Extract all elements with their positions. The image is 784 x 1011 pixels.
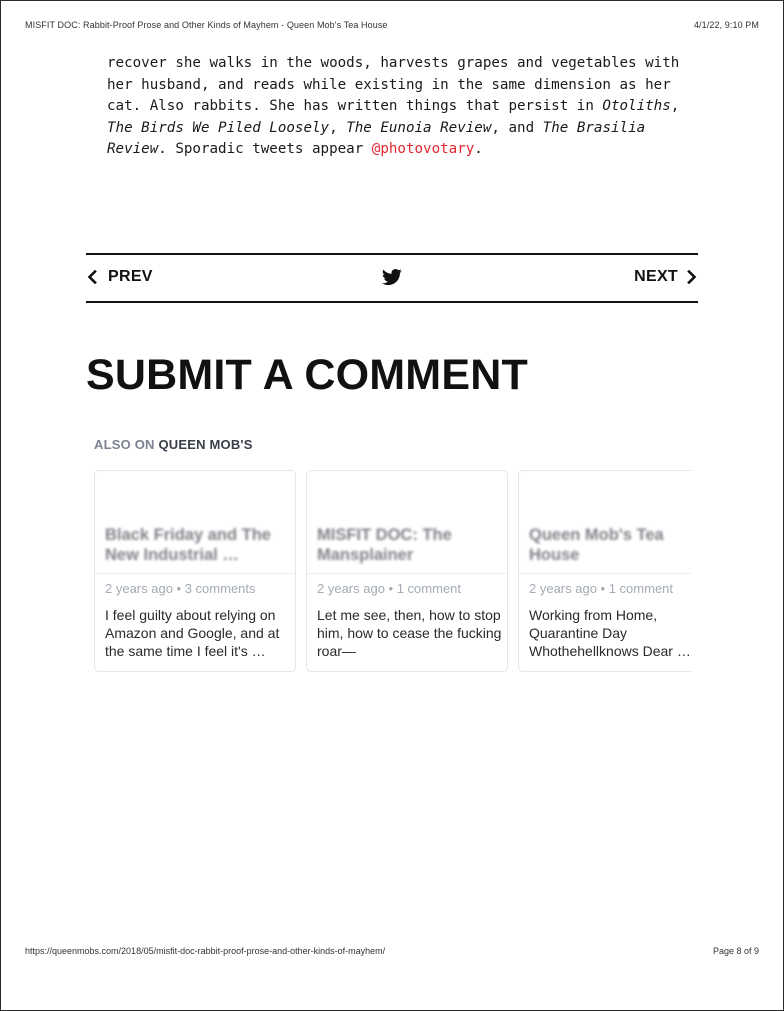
card-meta: 2 years ago • 1 comment (317, 581, 462, 596)
author-bio (107, 53, 687, 161)
post-navigation (86, 253, 698, 303)
card-title: MISFIT DOC: The Mansplainer (317, 526, 452, 564)
card-thumbnail (307, 471, 507, 574)
chevron-right-icon (686, 270, 698, 284)
print-footer-page-number: Page 8 of 9 (712, 946, 759, 956)
author-bio-text (107, 53, 687, 161)
related-post-card[interactable] (518, 470, 691, 672)
bio-separator: , and (491, 119, 543, 136)
print-footer-url: https://queenmobs.com/2018/05/misfit-doc-rabbit-proof-prose-and-other-kinds-of-mayhem/ (25, 946, 386, 956)
related-post-card[interactable] (94, 470, 296, 672)
also-on-prefix: ALSO ON (94, 437, 155, 452)
card-excerpt: Working from Home, Quarantine Day Whothehellknows Dear … (529, 607, 691, 659)
submit-comment-heading: SUBMIT A COMMENT (86, 351, 528, 399)
print-header (25, 20, 759, 34)
prev-post-link[interactable] (86, 267, 153, 287)
bio-publication-1: Otoliths (602, 98, 671, 114)
twitter-share-button[interactable] (382, 267, 402, 287)
related-post-card[interactable] (306, 470, 508, 672)
prev-label: PREV (108, 268, 153, 285)
card-title: Queen Mob's Tea House (529, 526, 664, 564)
print-header-datetime: 4/1/22, 9:10 PM (693, 20, 759, 30)
bio-publication-2: The Birds We Piled Loosely (107, 119, 330, 136)
next-label: NEXT (634, 268, 678, 285)
card-excerpt: Let me see, then, how to stop him, how to cease the fucking roar— (317, 607, 502, 659)
print-header-title: MISFIT DOC: Rabbit-Proof Prose and Other Kinds of Mayhem - Queen Mob's Tea House (25, 20, 388, 30)
print-footer (25, 946, 759, 960)
bio-end: . (474, 141, 483, 157)
twitter-icon (382, 267, 402, 287)
related-posts-carousel (94, 470, 691, 676)
bio-publication-3: The Eunoia Review (346, 119, 492, 136)
bio-separator: , (329, 119, 347, 136)
chevron-left-icon (86, 270, 98, 284)
card-excerpt: I feel guilty about relying on Amazon and Google, and at the same time I feel it's … (105, 607, 280, 659)
bio-text-part1: recover she walks in the woods, harvests grapes and vegetables with her husband, and reads while existing in the same dimension as her cat. Also rabbits. She has written things that persist in (107, 55, 680, 114)
also-on-site: QUEEN MOB'S (158, 437, 253, 452)
card-title: Black Friday and The New Industrial … (105, 526, 271, 564)
card-meta: 2 years ago • 1 comment (529, 581, 674, 596)
bio-text-part2: . Sporadic tweets appear (158, 141, 372, 157)
bio-separator: , (670, 98, 680, 114)
card-meta: 2 years ago • 3 comments (105, 581, 256, 596)
twitter-handle-link[interactable]: @photovotary (371, 141, 475, 157)
also-on-label (94, 437, 253, 452)
card-thumbnail (519, 471, 691, 574)
bio-publication-4: The Brasilia Review (107, 119, 646, 157)
next-post-link[interactable] (634, 267, 698, 287)
card-thumbnail (95, 471, 295, 574)
